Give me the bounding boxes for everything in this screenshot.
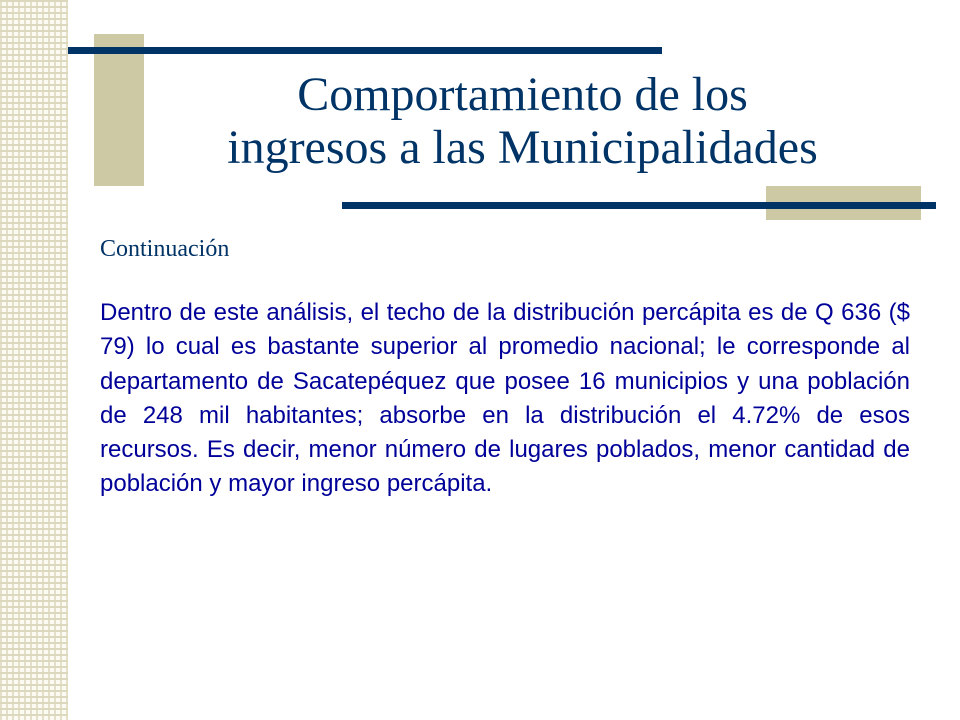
title-line-2: ingresos a las Municipalidades: [227, 121, 818, 174]
slide-subtitle: Continuación: [100, 236, 230, 262]
title-rule-bottom: [342, 202, 936, 209]
title-rule-top: [68, 47, 662, 54]
slide-title: [150, 68, 895, 174]
title-line-1: Comportamiento de los: [297, 68, 748, 121]
accent-block-top: [94, 34, 144, 186]
body-paragraph: Dentro de este análisis, el techo de la distribución percápita es de Q 636 ($ 79) lo cual es bastante superior al promedio nacional; le corresponde al departamento de Sacatepéquez que posee 16 municipios y una población de 248 mil habitantes; absorbe en la distribución el 4.72% de esos recursos. Es decir, menor número de lugares poblados, menor cantidad de población y mayor ingreso percápita.: [100, 299, 910, 498]
left-decorative-pattern: [0, 0, 68, 720]
